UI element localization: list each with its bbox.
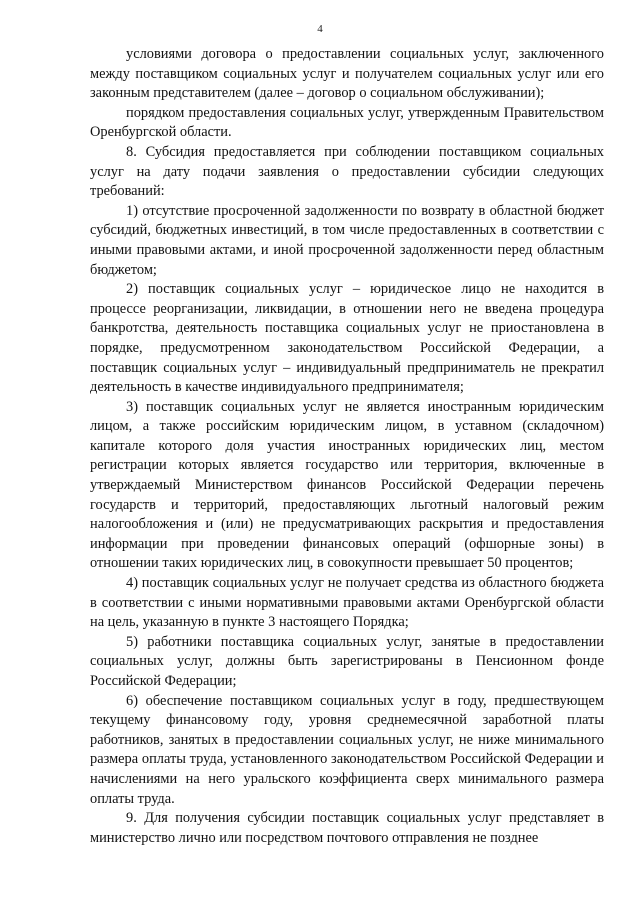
paragraph-requirement-2: 2) поставщик социальных услуг – юридическое лицо не находится в процессе реорганизации, ликвидации, в отношении него не введена процедура банкротства, деятельность поставщика социальных услуг не приостановлена в порядке, предусмотренном законодательством Российской Федерации, а поставщик социальных услуг – индивидуальный предприниматель не прекратил деятельность в качестве индивидуального предпринимателя; <box>90 281 604 396</box>
paragraph-requirement-6: 6) обеспечение поставщиком социальных услуг в году, предшествующем текущему финансовому году, уровня среднемесячной заработной платы работников, занятых в предоставлении социальных услуг, не ниже минимального размера оплаты труда, установленного законодательством Российской Федерации и начислениями на него уральского коэффициента сверх минимального размера оплаты труда. <box>90 692 604 807</box>
paragraph-requirement-4: 4) поставщик социальных услуг не получает средства из областного бюджета в соответствии с иными нормативными правовыми актами Оренбургской области на цель, указанную в пункте 3 настоящего Порядка; <box>90 575 604 631</box>
paragraph-item-8: 8. Субсидия предоставляется при соблюдении поставщиком социальных услуг на дату подачи заявления о предоставлении субсидии следующих требований: <box>90 143 604 200</box>
paragraph-requirement-3: 3) поставщик социальных услуг не является иностранным юридическим лицом, а также российским юридическим лицом, в уставном (складочном) капитале которого доля участия иностранных юридических лиц, местом регистрации которых является государство или территория, включенные в утверждаемый Министерством финансов Российской Федерации перечень государств и территорий, предоставляющих льготный налоговый режим налогообложения и (или) не предусматривающих раскрытия и предоставления информации при проведении финансовых операций (офшорные зоны) в отношении таких юридических лиц, в совокупности превышает 50 процентов; <box>90 398 604 572</box>
paragraph-contract-conditions: условиями договора о предоставлении социальных услуг, заключенного между поставщиком социальных услуг и получателем социальных услуг или его законным представителем (далее – договор о социальном обслуживании); <box>90 46 604 102</box>
document-body <box>90 45 604 848</box>
paragraph-requirement-1: 1) отсутствие просроченной задолженности по возврату в областной бюджет субсидий, бюджетных инвестиций, в том числе предоставленных в соответствии с иными правовыми актами, и иной просроченной задолженности перед областным бюджетом; <box>90 202 604 278</box>
paragraph-requirement-5: 5) работники поставщика социальных услуг, занятые в предоставлении социальных услуг, должны быть зарегистрированы в Пенсионном фонде Российской Федерации; <box>90 633 604 689</box>
paragraph-service-procedure: порядком предоставления социальных услуг, утвержденным Правительством Оренбургской области. <box>90 104 604 141</box>
paragraph-item-9: 9. Для получения субсидии поставщик социальных услуг представляет в министерство лично или посредством почтового отправления не позднее <box>90 810 604 846</box>
page-number: 4 <box>317 23 323 35</box>
